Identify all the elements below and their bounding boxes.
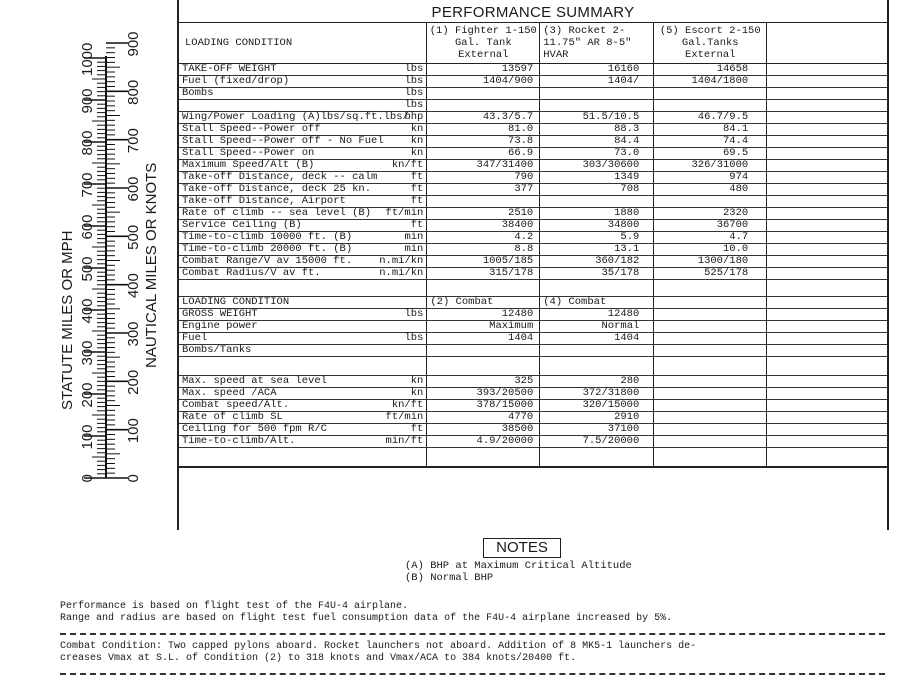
value-col-4 [767,400,887,412]
row-label: Maximum Speed/Alt (B) [179,160,303,172]
scale-graphic [0,0,175,520]
value-col-1: 8.8 [427,244,540,256]
nautical-tick-label: 0 [125,474,142,483]
row-label: Combat Range/V av 15000 ft. [179,256,303,268]
empty-cell [767,357,887,376]
value-col-1: 4.2 [427,232,540,244]
row-label: Ceiling for 500 fpm R/C [179,424,303,436]
value-col-4 [767,376,887,388]
value-col-4 [767,64,887,76]
value-col-3: 525/178 [654,268,767,280]
nautical-tick-label: 400 [125,273,142,299]
statute-scale-label: STATUTE MILES OR MPH [59,230,76,410]
table-header-row [179,23,887,64]
header-rocket: (3) Rocket 2-11.75" AR 8-5" HVAR [540,23,654,64]
row-unit: min/ft [303,436,427,448]
row-label [179,100,303,112]
empty-cell [767,448,887,468]
statute-tick-label: 900 [79,88,96,114]
table-row [179,268,887,280]
value-col-3 [654,333,767,345]
nautical-tick-label: 800 [125,79,142,105]
value-col-2: 372/31800 [540,388,654,400]
row-unit: min [303,232,427,244]
performance-table [179,22,887,468]
empty-cell [767,297,887,309]
value-col-1: 43.3/5.7 [427,112,540,124]
table-row [179,424,887,436]
value-col-3: 4.7 [654,232,767,244]
value-col-1: 66.9 [427,148,540,160]
value-col-4 [767,321,887,333]
value-col-1: 377 [427,184,540,196]
empty-cell [540,448,654,468]
value-col-3: 326/31000 [654,160,767,172]
empty-cell [303,357,427,376]
row-unit: lbs [303,309,427,321]
table-row [179,345,887,357]
value-col-2: 12480 [540,309,654,321]
value-col-4 [767,244,887,256]
value-col-3: 1404/1800 [654,76,767,88]
row-label: Max. speed /ACA [179,388,303,400]
section-col-2: (4) Combat [540,297,654,309]
header-loading-condition: LOADING CONDITION [179,23,427,64]
value-col-3 [654,196,767,208]
empty-cell [179,357,303,376]
row-label: Wing/Power Loading (A)lbs/sq.ft.lbs/ [179,112,303,124]
value-col-4 [767,136,887,148]
value-col-2: 280 [540,376,654,388]
value-col-1: 4.9/20000 [427,436,540,448]
table-row [179,321,887,333]
row-label: Rate of climb -- sea level (B) [179,208,303,220]
value-col-1: Maximum [427,321,540,333]
empty-cell [427,280,540,297]
row-label: Max. speed at sea level [179,376,303,388]
value-col-3 [654,412,767,424]
value-col-1: 378/15000 [427,400,540,412]
value-col-2: 35/178 [540,268,654,280]
value-col-2: 84.4 [540,136,654,148]
table-row [179,412,887,424]
value-col-2: 320/15000 [540,400,654,412]
spacer-row [179,448,887,468]
value-col-4 [767,268,887,280]
value-col-3 [654,321,767,333]
value-col-4 [767,196,887,208]
value-col-1 [427,88,540,100]
row-label: Fuel (fixed/drop) [179,76,303,88]
empty-cell [427,448,540,468]
nautical-tick-label: 500 [125,224,142,250]
empty-cell [303,297,427,309]
row-unit: n.mi/kn [303,268,427,280]
table-row [179,88,887,100]
row-unit: kn [303,388,427,400]
value-col-3 [654,388,767,400]
table-row [179,112,887,124]
note-a: (A) BHP at Maximum Critical Altitude [405,560,632,572]
table-row [179,76,887,88]
value-col-4 [767,100,887,112]
row-label: Combat Radius/V av ft. [179,268,303,280]
value-col-1: 1404/900 [427,76,540,88]
empty-cell [654,297,767,309]
value-col-2 [540,345,654,357]
value-col-3: 974 [654,172,767,184]
value-col-2: 1349 [540,172,654,184]
table-row [179,184,887,196]
statute-tick-label: 100 [79,424,96,450]
row-unit: kn [303,148,427,160]
table-row [179,333,887,345]
header-escort: (5) Escort 2-150 Gal.Tanks External [654,23,767,64]
statute-tick-label: 500 [79,256,96,282]
row-label: Take-off Distance, deck 25 kn. [179,184,303,196]
nautical-tick-label: 700 [125,128,142,154]
value-col-4 [767,412,887,424]
row-label: Combat speed/Alt. [179,400,303,412]
statute-tick-label: 300 [79,340,96,366]
row-unit: n.mi/kn [303,256,427,268]
row-unit: ft [303,424,427,436]
row-label: Time-to-climb 20000 ft. (B) [179,244,303,256]
empty-cell [767,280,887,297]
row-unit: ft [303,196,427,208]
table-row [179,124,887,136]
row-label: Engine power [179,321,303,333]
row-unit: kn/ft [303,160,427,172]
value-col-3: 1300/180 [654,256,767,268]
value-col-2: 1404 [540,333,654,345]
table-row [179,232,887,244]
value-col-1: 13597 [427,64,540,76]
value-col-4 [767,436,887,448]
footer-line-3: Combat Condition: Two capped pylons aboard. Rocket launchers not aboard. Addition of 8 MK5-1 launchers de- [60,641,697,652]
table-row [179,208,887,220]
value-col-2: 34800 [540,220,654,232]
value-col-4 [767,333,887,345]
value-col-4 [767,256,887,268]
row-label: Stall Speed--Power off - No Fuel [179,136,303,148]
value-col-2: 5.9 [540,232,654,244]
table-row [179,148,887,160]
value-col-2: 7.5/20000 [540,436,654,448]
value-col-4 [767,172,887,184]
value-col-1: 38400 [427,220,540,232]
empty-cell [654,448,767,468]
value-col-2: 16160 [540,64,654,76]
row-unit: bhp [303,112,427,124]
statute-tick-label: 200 [79,382,96,408]
row-unit: ft [303,172,427,184]
value-col-1: 38500 [427,424,540,436]
value-col-3: 74.4 [654,136,767,148]
nautical-tick-label: 600 [125,176,142,202]
row-unit: kn/ft [303,400,427,412]
table-row [179,172,887,184]
row-unit: kn [303,136,427,148]
value-col-1 [427,196,540,208]
row-label: TAKE-OFF WEIGHT [179,64,303,76]
header-fighter: (1) Fighter 1-150 Gal. Tank External [427,23,540,64]
value-col-1: 347/31400 [427,160,540,172]
row-unit [303,321,427,333]
footer-line-1: Performance is based on flight test of the F4U-4 airplane. [60,601,409,612]
table-row [179,400,887,412]
empty-cell [179,280,303,297]
empty-cell [179,448,303,468]
row-label: Bombs [179,88,303,100]
value-col-2: 303/30600 [540,160,654,172]
value-col-4 [767,309,887,321]
section-header-row [179,297,887,309]
footer-line-4: creases Vmax at S.L. of Condition (2) to 318 knots and Vmax/ACA to 384 knots/20400 ft. [60,653,577,664]
value-col-4 [767,124,887,136]
value-col-4 [767,76,887,88]
row-label: Service Ceiling (B) [179,220,303,232]
value-col-3 [654,376,767,388]
value-col-3 [654,400,767,412]
row-unit: kn [303,376,427,388]
table-row [179,256,887,268]
value-col-1: 790 [427,172,540,184]
value-col-2: 360/182 [540,256,654,268]
value-col-2: 73.0 [540,148,654,160]
value-col-3 [654,88,767,100]
row-unit: lbs [303,88,427,100]
empty-cell [303,448,427,468]
value-col-4 [767,88,887,100]
table-row [179,309,887,321]
value-col-3 [654,424,767,436]
value-col-3: 36700 [654,220,767,232]
nautical-tick-label: 900 [125,31,142,57]
table-row [179,376,887,388]
value-col-2: 708 [540,184,654,196]
table-row [179,160,887,172]
value-col-4 [767,112,887,124]
nautical-tick-label: 100 [125,418,142,444]
row-label: Stall Speed--Power on [179,148,303,160]
row-unit: lbs [303,333,427,345]
table-row [179,244,887,256]
value-col-1: 315/178 [427,268,540,280]
row-label: GROSS WEIGHT [179,309,303,321]
value-col-4 [767,148,887,160]
empty-cell [540,357,654,376]
value-col-3: 84.1 [654,124,767,136]
row-label: Take-off Distance, Airport [179,196,303,208]
value-col-1: 325 [427,376,540,388]
statute-tick-label: 1000 [79,42,96,76]
value-col-4 [767,160,887,172]
performance-summary-sheet [177,0,889,530]
value-col-1: 393/20500 [427,388,540,400]
value-col-2 [540,196,654,208]
value-col-1 [427,345,540,357]
statute-tick-label: 800 [79,130,96,156]
value-col-2: Normal [540,321,654,333]
table-row [179,196,887,208]
table-row [179,136,887,148]
value-col-4 [767,220,887,232]
spacer-row [179,280,887,297]
value-col-2: 1404/ [540,76,654,88]
value-col-4 [767,184,887,196]
table-row [179,220,887,232]
row-unit: lbs [303,100,427,112]
empty-cell [540,280,654,297]
section-col-1: (2) Combat [427,297,540,309]
value-col-4 [767,208,887,220]
value-col-3: 69.5 [654,148,767,160]
table-row [179,100,887,112]
statute-tick-label: 0 [79,474,96,483]
value-col-3: 14658 [654,64,767,76]
value-col-2: 13.1 [540,244,654,256]
row-label: Stall Speed--Power off [179,124,303,136]
row-label: Take-off Distance, deck -- calm [179,172,303,184]
value-col-3: 2320 [654,208,767,220]
value-col-3 [654,345,767,357]
value-col-1: 1404 [427,333,540,345]
value-col-1: 81.0 [427,124,540,136]
table-row [179,436,887,448]
value-col-3 [654,436,767,448]
nautical-scale-label: NAUTICAL MILES OR KNOTS [143,162,160,368]
table-row [179,388,887,400]
value-col-4 [767,345,887,357]
row-label: Time-to-climb/Alt. [179,436,303,448]
value-col-3: 46.7/9.5 [654,112,767,124]
row-unit: lbs [303,64,427,76]
value-col-3: 480 [654,184,767,196]
dashed-divider [60,673,885,675]
row-unit: ft [303,220,427,232]
value-col-1: 4770 [427,412,540,424]
row-unit [303,345,427,357]
value-col-2: 51.5/10.5 [540,112,654,124]
value-col-2: 37100 [540,424,654,436]
row-label: Rate of climb SL [179,412,303,424]
spacer-row [179,357,887,376]
value-col-4 [767,232,887,244]
statute-tick-label: 400 [79,298,96,324]
section-loading-condition: LOADING CONDITION [179,297,303,309]
row-unit: lbs [303,76,427,88]
value-col-3 [654,309,767,321]
nautical-tick-label: 200 [125,369,142,395]
header-empty [767,23,887,64]
page-title: PERFORMANCE SUMMARY [431,4,635,21]
footer-line-2: Range and radius are based on flight test fuel consumption data of the F4U-4 airplane increased by 5%. [60,613,673,624]
row-label: Time-to-climb 10000 ft. (B) [179,232,303,244]
value-col-2 [540,100,654,112]
statute-tick-label: 600 [79,214,96,240]
empty-cell [654,357,767,376]
value-col-4 [767,424,887,436]
note-b: (B) Normal BHP [405,572,494,584]
value-col-3 [654,100,767,112]
row-unit: ft/min [303,412,427,424]
empty-cell [427,357,540,376]
value-col-2: 1880 [540,208,654,220]
nautical-tick-label: 300 [125,321,142,347]
empty-cell [303,280,427,297]
row-unit: min [303,244,427,256]
value-col-4 [767,388,887,400]
row-unit: ft/min [303,208,427,220]
value-col-3: 10.0 [654,244,767,256]
value-col-1 [427,100,540,112]
value-col-2 [540,88,654,100]
row-label: Bombs/Tanks [179,345,303,357]
value-col-1: 2510 [427,208,540,220]
statute-tick-label: 700 [79,172,96,198]
empty-cell [654,280,767,297]
table-row [179,64,887,76]
row-unit: kn [303,124,427,136]
value-col-1: 12480 [427,309,540,321]
dashed-divider [60,633,885,635]
row-label: Fuel [179,333,303,345]
notes-heading: NOTES [483,538,561,558]
speed-conversion-scale [0,0,175,520]
value-col-2: 2910 [540,412,654,424]
row-unit: ft [303,184,427,196]
value-col-2: 88.3 [540,124,654,136]
value-col-1: 1005/185 [427,256,540,268]
value-col-1: 73.8 [427,136,540,148]
